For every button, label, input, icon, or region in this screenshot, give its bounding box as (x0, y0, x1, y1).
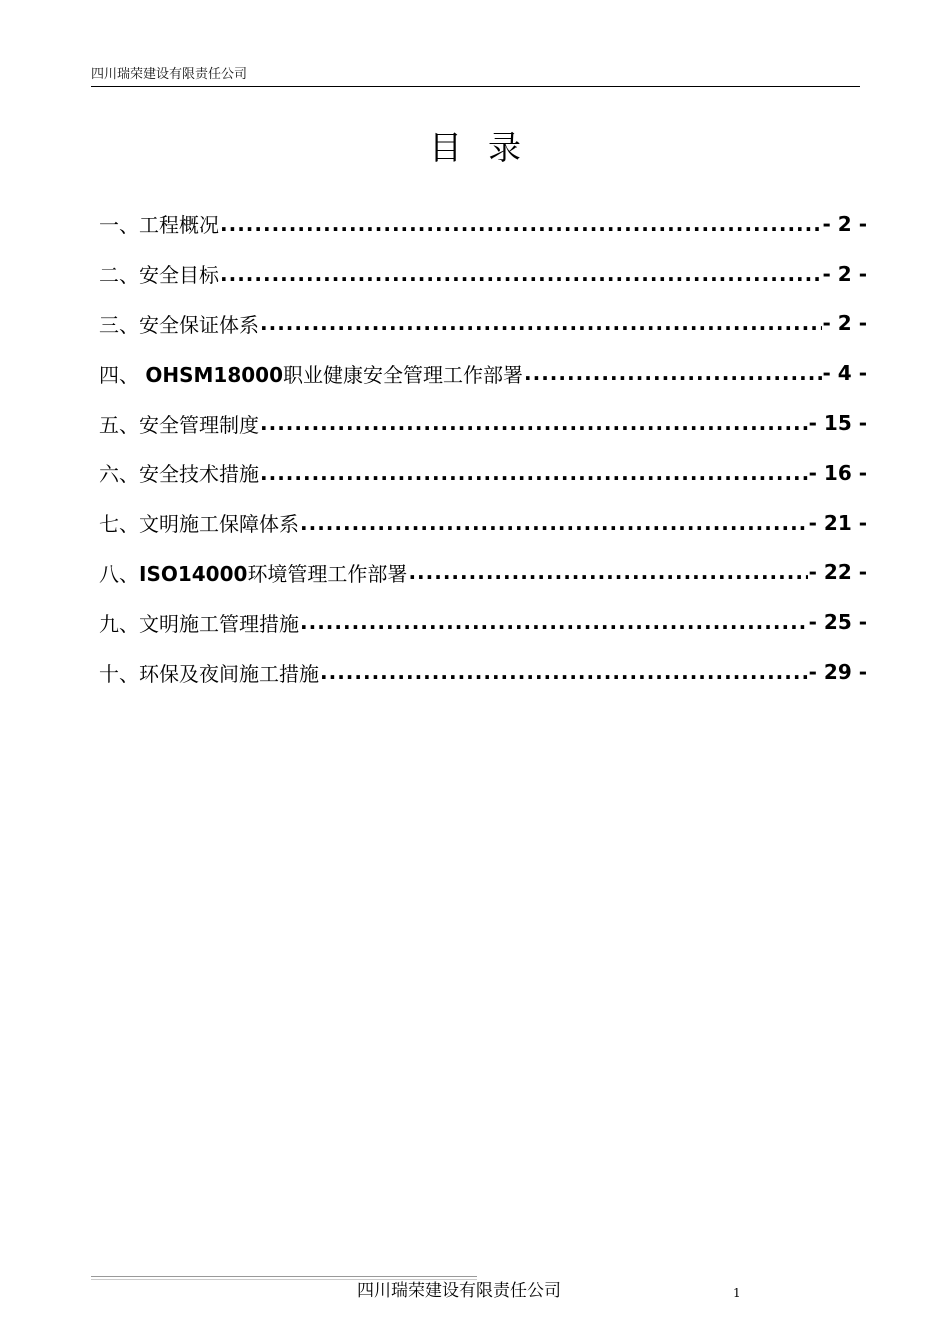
toc-entry-page: - 4 - (822, 361, 867, 386)
toc-entry-title-latin: OHSM18000 (145, 362, 283, 387)
toc-entry-number: 九、 (99, 611, 139, 636)
header-rule (91, 86, 860, 87)
toc-entry-page: - 2 - (822, 311, 867, 336)
toc-entry-number: 三、 (99, 312, 139, 337)
toc-entry-title: 安全管理制度 (139, 412, 259, 437)
toc-dot-leader (260, 411, 808, 435)
toc-entry-title: 安全目标 (139, 263, 219, 288)
toc-entry-title: 安全技术措施 (139, 462, 259, 487)
toc-entry-page: - 16 - (808, 460, 867, 485)
toc-entry-number: 五、 (99, 412, 139, 437)
toc-entry-page: - 15 - (808, 411, 867, 436)
page-number: 1 (733, 1286, 741, 1300)
toc-entry-title: 安全保证体系 (139, 312, 259, 337)
toc-entry-title: 文明施工保障体系 (139, 512, 299, 537)
toc-entry-title: 文明施工管理措施 (139, 611, 299, 636)
toc-dot-leader (408, 560, 807, 584)
toc-entry[interactable] (99, 548, 867, 598)
toc-entry-number: 二、 (99, 263, 139, 288)
toc-entry[interactable] (99, 498, 867, 548)
toc-entry-title: 环保及夜间施工措施 (139, 661, 319, 686)
toc-entry[interactable] (99, 398, 867, 448)
toc-entry-title-text: 环境管理工作部署 (247, 561, 408, 586)
table-of-contents (99, 199, 867, 697)
toc-dot-leader (300, 610, 808, 634)
toc-dot-leader (524, 361, 822, 385)
page-footer-company: 四川瑞荣建设有限责任公司 (357, 1281, 561, 1301)
footer-rule (91, 1276, 477, 1277)
toc-entry[interactable] (99, 448, 867, 498)
toc-entry-title (145, 359, 523, 388)
toc-entry-number: 十、 (99, 661, 139, 686)
toc-entry-page: - 2 - (822, 261, 867, 286)
toc-entry-page: - 29 - (808, 660, 867, 685)
toc-dot-leader (260, 311, 822, 335)
toc-entry[interactable] (99, 299, 867, 349)
toc-dot-leader (320, 660, 808, 684)
toc-entry-title: 工程概况 (139, 213, 219, 238)
toc-entry-number: 八、 (99, 561, 139, 586)
toc-dot-leader (220, 262, 822, 286)
toc-dot-leader (300, 511, 808, 535)
toc-entry[interactable] (99, 597, 867, 647)
toc-entry-title (139, 558, 407, 587)
toc-entry-page: - 22 - (808, 560, 867, 585)
toc-entry-page: - 21 - (808, 510, 867, 535)
document-title: 目录 (429, 128, 547, 167)
toc-entry[interactable] (99, 249, 867, 299)
toc-dot-leader (260, 461, 808, 485)
toc-entry-title-latin: ISO14000 (139, 561, 248, 586)
toc-entry[interactable] (99, 348, 867, 398)
toc-entry-page: - 25 - (808, 610, 867, 635)
toc-dot-leader (220, 212, 822, 236)
toc-entry-title-text: 职业健康安全管理工作部署 (283, 362, 523, 387)
toc-entry-number: 六、 (99, 462, 139, 487)
toc-entry-page: - 2 - (822, 211, 867, 236)
toc-entry-number: 四、 (99, 362, 146, 387)
toc-entry[interactable] (99, 647, 867, 697)
page-header-company: 四川瑞荣建设有限责任公司 (91, 67, 248, 82)
toc-entry-number: 七、 (99, 512, 139, 537)
toc-entry[interactable] (99, 199, 867, 249)
toc-entry-number: 一、 (99, 213, 139, 238)
